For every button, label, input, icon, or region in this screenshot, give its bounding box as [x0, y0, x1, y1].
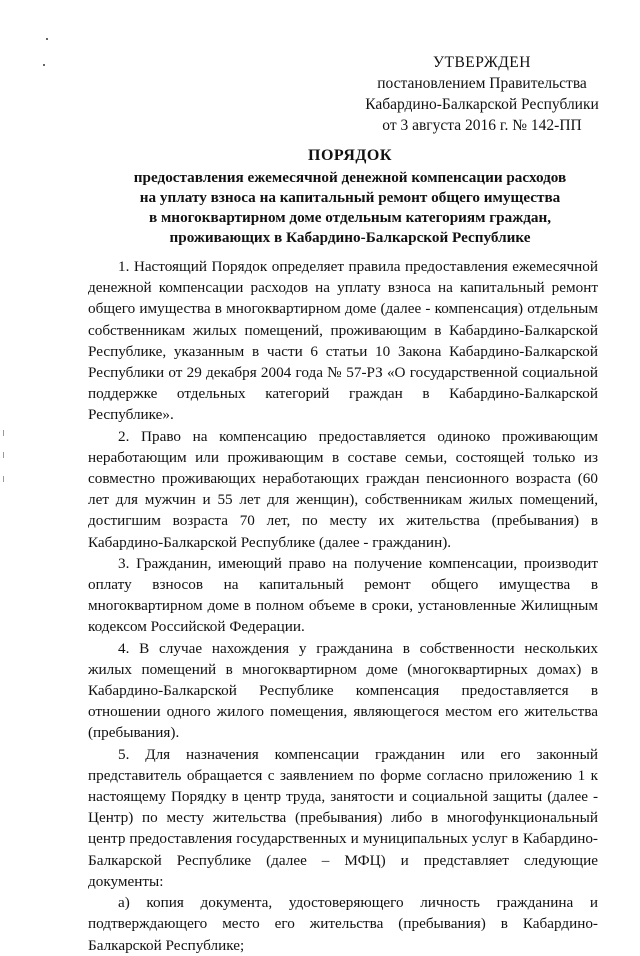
scan-speck: [43, 64, 45, 66]
approval-line: Кабардино-Балкарской Республики: [365, 96, 599, 113]
heading-line: предоставления ежемесячной денежной компенсации расходов: [133, 169, 567, 186]
scan-edge-mark: [3, 430, 4, 436]
approval-line: от 3 августа 2016 г. № 142-ПП: [382, 117, 582, 134]
paragraph-2: 2. Право на компенсацию предоставляется одиноко проживающим неработающим или проживающим в составе семьи, состоящей только из совместно проживающих неработающих граждан пенсионного возраста (60 лет для мужчин и 55 лет для женщин), собственникам жилых помещений, достигшим возраста 70 лет, по месту их жительства (пребывания) в Кабардино-Балкарской Республике (далее - гражданин).: [88, 427, 598, 551]
heading-line: в многоквартирном доме отдельным категориям граждан,: [148, 209, 552, 226]
paragraph-3: 3. Гражданин, имеющий право на получение компенсации, производит оплату взносов на капитальный ремонт общего имущества в многоквартирном доме в полном объеме в сроки, установленные Жилищным кодексом Российской Федерации.: [88, 554, 598, 636]
document-title: ПОРЯДОК: [308, 147, 392, 164]
paragraph-5: 5. Для назначения компенсации гражданин или его законный представитель обращается с заявлением по форме согласно приложению 1 к настоящему Порядку в центр труда, занятости и социальной защиты (далее - Центр) по месту жительства (пребывания) либо в многофункциональный центр предоставления государственных и муниципальных услуг в Кабардино-Балкарской Республике (далее – МФЦ) и представляет следующие документы:: [88, 745, 598, 890]
paragraph-5a: а) копия документа, удостоверяющего личность гражданина и подтверждающего место его жительства (пребывания) в Кабардино-Балкарской Республике;: [88, 894, 598, 954]
paragraph-4: 4. В случае нахождения у гражданина в собственности нескольких жилых помещений в многоквартирном доме (многоквартирных домах) в Кабардино-Балкарской Республике компенсация предоставляется в отношении одного жилого помещения, являющегося местом его жительства (пребывания).: [88, 639, 598, 742]
scan-edge-mark: [3, 476, 4, 482]
approval-stamp-block: [362, 52, 602, 136]
document-heading: [90, 146, 610, 248]
document-body: [88, 256, 598, 956]
paragraph-1: 1. Настоящий Порядок определяет правила предоставления ежемесячной денежной компенсации расходов на уплату взноса на капитальный ремонт общего имущества в многоквартирном доме (далее - компенсация) отдельным собственникам жилых помещений, проживающим в Кабардино-Балкарской Республике, указанным в части 6 статьи 10 Закона Кабардино-Балкарской Республики от 29 декабря 2004 года № 57-РЗ «О государственной социальной поддержке отдельных категорий граждан в Кабардино-Балкарской Республике».: [88, 258, 598, 424]
scan-edge-mark: [3, 452, 4, 458]
heading-line: на уплату взноса на капитальный ремонт общего имущества: [139, 189, 561, 206]
scan-speck: [46, 38, 48, 40]
heading-line: проживающих в Кабардино-Балкарской Республике: [169, 229, 531, 246]
approval-line: постановлением Правительства: [377, 75, 587, 92]
approval-title: УТВЕРЖДЕН: [433, 54, 531, 71]
